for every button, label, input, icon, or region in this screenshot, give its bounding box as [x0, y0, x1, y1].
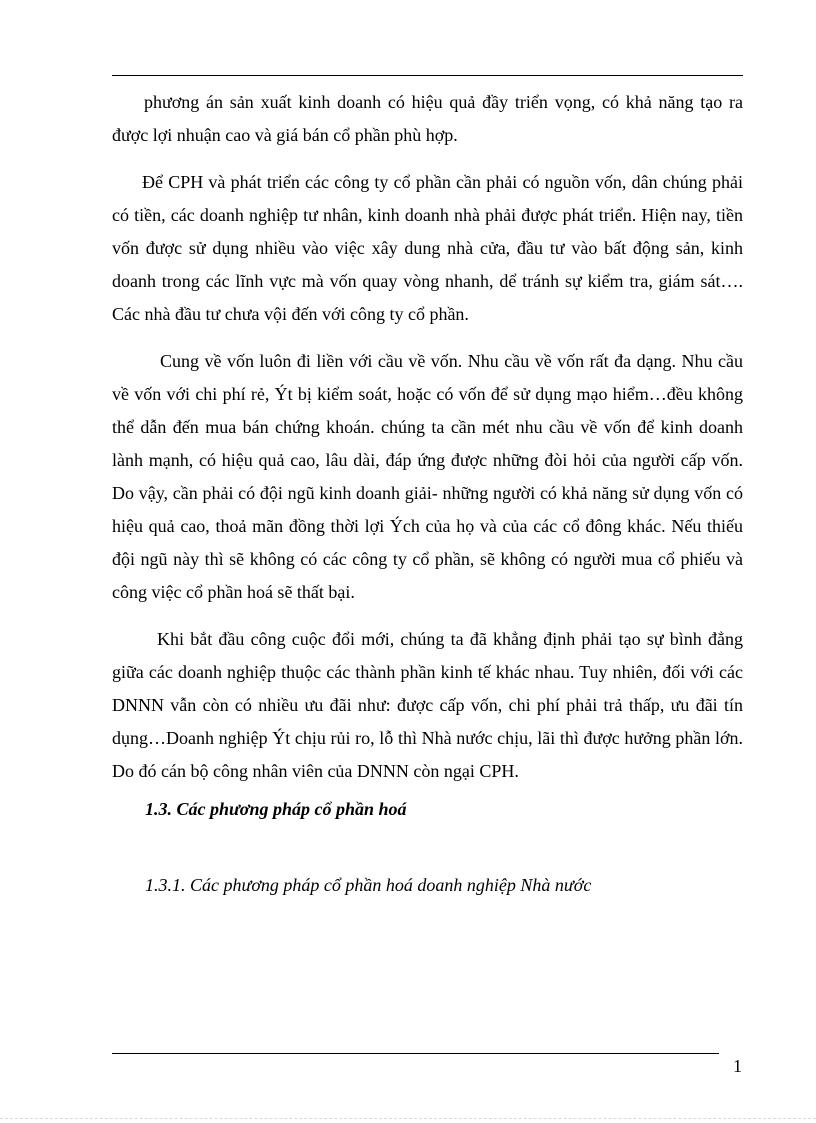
paragraph-reform-equality: Khi bắt đầu công cuộc đổi mới, chúng ta đã khẳng định phải tạo sự bình đẳng giữa các doanh nghiệp thuộc các thành phần kinh tế khác nhau. Tuy nhiên, đối với các DNNN vẫn còn có nhiều ưu đãi như: được cấp vốn, chi phí phải trả thấp, ưu đãi tín dụng…Doanh nghiệp Ýt chịu rủi ro, lỗ thì Nhà nước chịu, lãi thì được hưởng phần lớn. Do đó cán bộ công nhân viên của DNNN còn ngại CPH. [112, 629, 743, 781]
paragraph-capital-supply-demand: Cung về vốn luôn đi liền với cầu về vốn. Nhu cầu về vốn rất đa dạng. Nhu cầu về vốn với chi phí rẻ, Ýt bị kiểm soát, hoặc có vốn để sử dụng mạo hiểm…đều không thể dẫn đến mua bán chứng khoán. chúng ta cần mét nhu cầu về vốn để kinh doanh lành mạnh, có hiệu quả cao, lâu dài, đáp ứng được những đòi hỏi của người cấp vốn. Do vậy, cần phải có đội ngũ kinh doanh giải- những người có khả năng sử dụng vốn có hiệu quả cao, thoả mãn đồng thời lợi Ých của họ và của các cổ đông khác. Nếu thiếu đội ngũ này thì sẽ không có các công ty cổ phần, sẽ không có người mua cổ phiếu và công việc cổ phần hoá sẽ thất bại. [112, 351, 743, 602]
page-boundary [0, 1118, 816, 1119]
footer-rule [112, 1053, 719, 1054]
page-number: 1 [733, 1056, 742, 1076]
header-rule [112, 75, 743, 76]
body-text [112, 86, 743, 788]
paragraph-capital-sources: Để CPH và phát triển các công ty cổ phần cần phải có nguồn vốn, dân chúng phải có tiền, các doanh nghiệp tư nhân, kinh doanh nhà phải được phát triển. Hiện nay, tiền vốn được sử dụng nhiều vào việc xây dung nhà cửa, đầu tư vào bất động sản, kinh doanh trong các lĩnh vực mà vốn quay vòng nhanh, dể tránh sự kiểm tra, giám sát…. Các nhà đầu tư chưa vội đến với công ty cổ phần. [112, 172, 743, 324]
paragraph-continuation: phương án sản xuất kinh doanh có hiệu quả đầy triển vọng, có khả năng tạo ra được lợi nhuận cao và giá bán cổ phần phù hợp. [112, 92, 743, 145]
subsection-heading: 1.3.1. Các phương pháp cổ phần hoá doanh nghiệp Nhà nước [145, 875, 592, 895]
section-heading: 1.3. Các phương pháp cổ phần hoá [145, 799, 407, 819]
